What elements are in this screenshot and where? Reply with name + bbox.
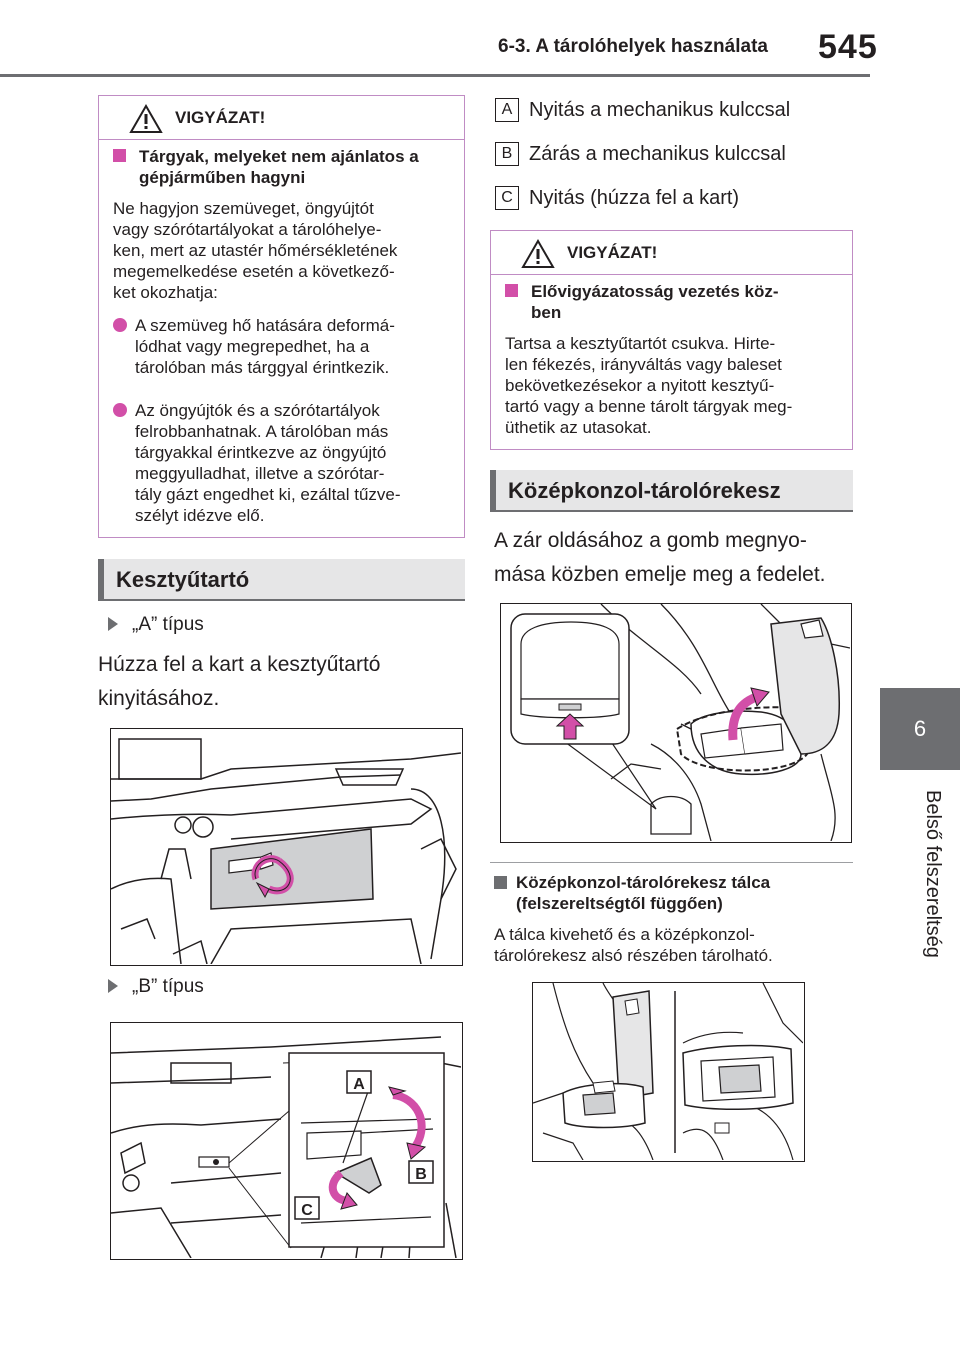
key-a-box: A xyxy=(495,98,519,122)
section-heading-text: Középkonzol-tárolórekesz xyxy=(508,478,781,503)
bullet-line: felrobbanhatnak. A tárolóban más xyxy=(135,422,389,441)
key-b-box: B xyxy=(495,142,519,166)
header-rule xyxy=(0,74,870,77)
bullet-line: szélyt idézve elő. xyxy=(135,506,265,525)
heading-bar xyxy=(98,559,104,599)
arrow-bullet-icon xyxy=(108,617,118,631)
warning-intro-line: megemelkedése esetén a következő- xyxy=(113,262,395,281)
console-instruction xyxy=(494,524,826,592)
square-bullet-icon xyxy=(113,149,126,162)
warning-bullet xyxy=(113,400,458,526)
warning-triangle-icon xyxy=(521,239,555,269)
heading-bar xyxy=(490,470,496,510)
bullet-line: meggyulladhat, illetve a szórótar- xyxy=(135,464,385,483)
warning-text xyxy=(505,333,845,438)
type-a-text: „A” típus xyxy=(132,614,204,635)
warning-intro-line: ken, mert az utastér hőmérsékletének xyxy=(113,241,398,260)
chapter-label: Belső felszereltség xyxy=(922,790,944,958)
warning-subheading-text: Tárgyak, melyeket nem ajánlatos a gépjárműben hagyni xyxy=(139,147,419,187)
warning-label: VIGYÁZAT! xyxy=(567,243,658,262)
warning-intro-line: ket okozhatja: xyxy=(113,283,218,302)
instruction-line: A zár oldásához a gomb megnyo- xyxy=(494,529,807,552)
bullet-line: tárolóban más tárggyal érintkezik. xyxy=(135,358,390,377)
figure-console-box xyxy=(500,603,852,843)
warning-header xyxy=(491,231,852,275)
warning-text-line: tartó vagy a benne tárolt tárgyak meg- xyxy=(505,397,793,416)
warning-text-line: Tartsa a kesztyűtartót csukva. Hirte- xyxy=(505,334,776,353)
callout-a: A xyxy=(353,1076,365,1093)
bullet-line: tály gázt engedhet ki, ezáltal tűzve- xyxy=(135,485,401,504)
bullet-line: tárgyakkal érintkezve az öngyújtó xyxy=(135,443,387,462)
warning-text-line: bekövetkezésekor a nyitott kesztyű- xyxy=(505,376,775,395)
instruction-line: kinyitásához. xyxy=(98,687,220,710)
section-heading-glovebox xyxy=(98,559,465,601)
key-b-text: Zárás a mechanikus kulccsal xyxy=(529,143,786,165)
warning-intro-line: Ne hagyjon szemüveget, öngyújtót xyxy=(113,199,374,218)
warning-label: VIGYÁZAT! xyxy=(175,108,266,127)
warning-intro xyxy=(113,198,458,303)
square-bullet-icon xyxy=(494,876,507,889)
callout-c: C xyxy=(301,1202,313,1219)
warning-subheading-line: ben xyxy=(531,303,562,322)
console-box-illustration xyxy=(501,604,850,841)
figure-console-tray xyxy=(532,982,805,1162)
divider xyxy=(490,862,853,863)
square-bullet-icon xyxy=(505,284,518,297)
type-b-text: „B” típus xyxy=(132,976,204,997)
chapter-tab[interactable]: 6 xyxy=(880,688,960,770)
warning-box-objects xyxy=(98,95,465,538)
section-heading-text: Kesztyűtartó xyxy=(116,567,250,592)
key-c-box: C xyxy=(495,186,519,210)
instruction-line: Húzza fel a kart a kesztyűtartó xyxy=(98,653,381,676)
arrow-bullet-icon xyxy=(108,979,118,993)
circle-bullet-icon xyxy=(113,403,127,417)
type-a-label xyxy=(108,614,204,636)
bullet-line: Az öngyújtók és a szórótartályok xyxy=(135,401,380,420)
tray-heading xyxy=(516,872,856,914)
warning-subheading xyxy=(505,281,845,323)
header-title: 6-3. A tárolóhelyek használata xyxy=(498,36,768,57)
figure-glovebox-type-a xyxy=(110,728,463,966)
instruction-line: mása közben emelje meg a fedelet. xyxy=(494,563,826,586)
page-number: 545 xyxy=(818,28,878,66)
tray-heading-line: (felszereltségtől függően) xyxy=(516,894,723,913)
warning-text-line: len fékezés, irányváltás vagy baleset xyxy=(505,355,782,374)
glovebox-type-a-illustration xyxy=(111,729,461,964)
tray-text-line: A tálca kivehető és a középkonzol- xyxy=(494,925,755,944)
glovebox-instruction xyxy=(98,648,380,716)
warning-subheading xyxy=(113,146,458,188)
warning-bullet xyxy=(113,315,458,378)
bullet-line: lódhat vagy megrepedhet, ha a xyxy=(135,337,370,356)
bullet-line: A szemüveg hő hatására deformá- xyxy=(135,316,395,335)
tray-heading-line: Középkonzol-tárolórekesz tálca xyxy=(516,873,771,892)
tray-text-line: tárolórekesz alsó részében tárolható. xyxy=(494,946,773,965)
type-b-label xyxy=(108,976,204,998)
circle-bullet-icon xyxy=(113,318,127,332)
warning-subheading-line: Elővigyázatosság vezetés köz- xyxy=(531,282,779,301)
warning-intro-line: vagy szórótartályokat a tárolóhelye- xyxy=(113,220,382,239)
glovebox-type-b-illustration xyxy=(111,1023,461,1258)
warning-text-line: üthetik az utasokat. xyxy=(505,418,652,437)
console-tray-illustration xyxy=(533,983,803,1160)
callout-b: B xyxy=(415,1166,427,1183)
figure-glovebox-type-b xyxy=(110,1022,463,1260)
tray-text xyxy=(494,924,854,966)
warning-box-driving xyxy=(490,230,853,450)
section-heading-console xyxy=(490,470,853,512)
warning-header xyxy=(99,96,464,140)
warning-triangle-icon xyxy=(129,104,163,134)
key-a-text: Nyitás a mechanikus kulccsal xyxy=(529,99,791,121)
key-c-text: Nyitás (húzza fel a kart) xyxy=(529,187,740,209)
